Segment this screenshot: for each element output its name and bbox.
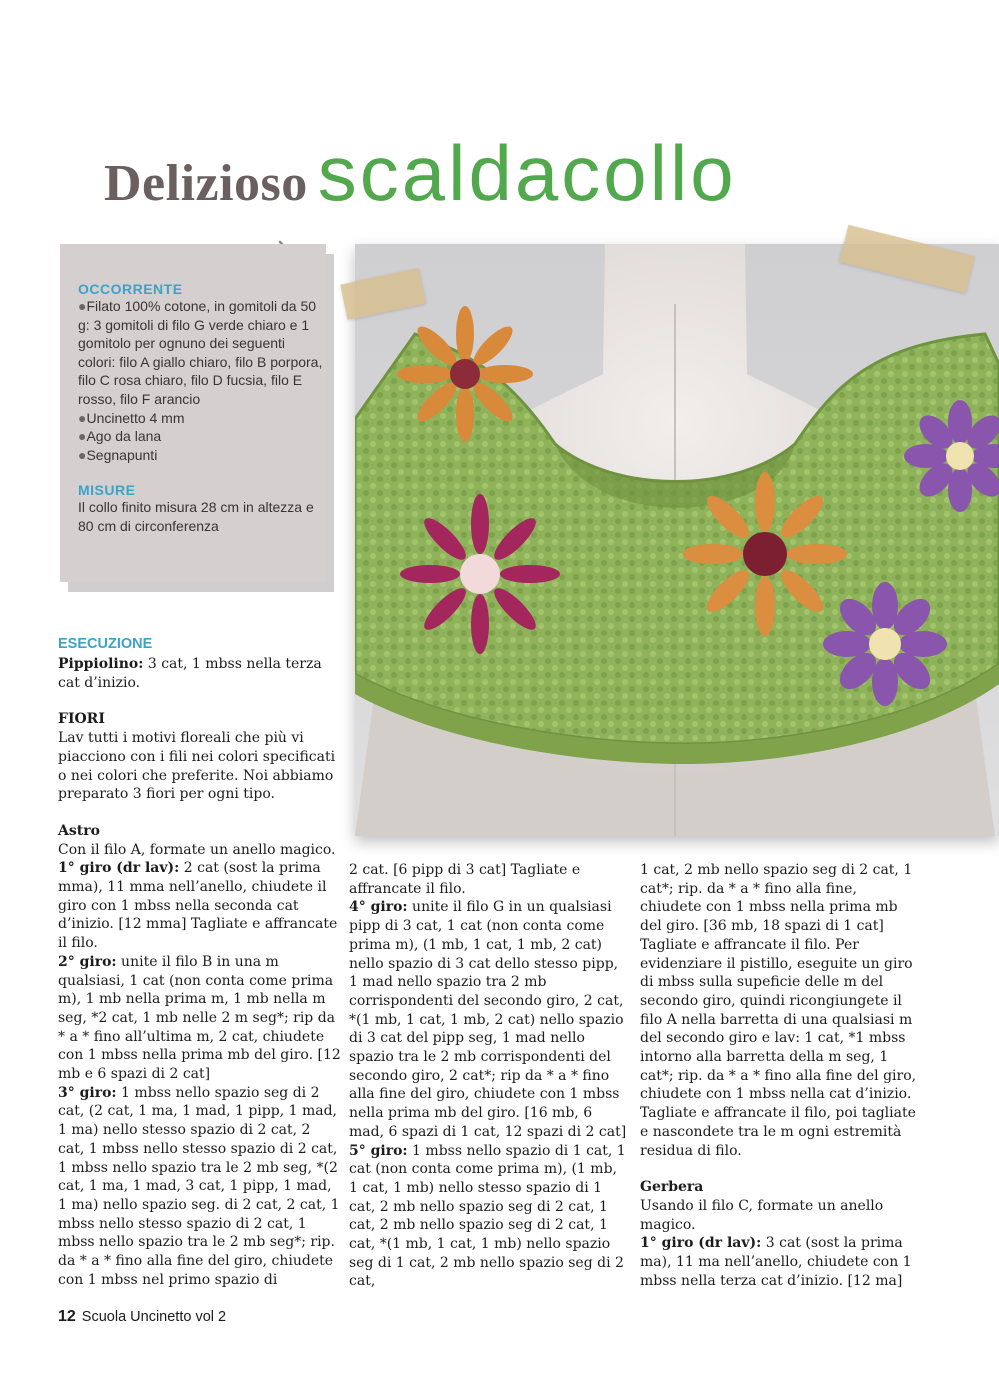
giro4-paragraph: 4° giro: unite il filo G in un qualsiasi pipp di 3 cat, 1 cat (non conta come prima m), (1 mb, 1 cat, 1 mb, 2 cat) nello spazio di 3 cat dello stesso pipp, 1 mad nello spazio tra 2 mb corrispondenti del secondo giro, 2 cat, *(1 mb, 1 cat, 1 mb, 2 cat) nello spazio di 3 cat del pipp seg, 1 mad nello spazio tra le 2 mb corrispondenti del secondo giro, 2 cat*; rip da * a * fino alla fine del giro, chiudete con 1 mbss nella prima mb del giro. [16 mb, 6 mad, 6 spazi di 1 cat, 12 spazi di 2 cat] — [349, 899, 627, 1140]
bullet-icon: ● — [78, 298, 87, 314]
page-footer — [58, 1308, 226, 1326]
astro-heading: Astro — [58, 822, 100, 839]
occorrente-item: ●Ago da lana — [78, 428, 162, 445]
materials-card — [60, 244, 326, 582]
giro5-paragraph: 5° giro: 1 mbss nello spazio di 1 cat, 1 cat (non conta come prima m), (1 mb, 1 cat, 1 mb) nello stesso spazio di 1 cat, 2 mb nello spazio seg di 2 cat, 1 cat, 2 mb nello spazio seg di 2 cat, 1 cat, *(1 mb, 1 cat, 1 mb) nello spazio seg di 1 cat, 2 mb nello spazio seg di 2 cat, — [349, 1142, 626, 1290]
bullet-icon: ● — [78, 409, 87, 426]
occorrente-item: ●Segnapunti — [78, 446, 158, 463]
publication-name: Scuola Uncinetto vol 2 — [81, 1309, 227, 1325]
giro2-paragraph: 2° giro: unite il filo B in una m qualsiasi, 1 cat (non conta come prima m), 1 mb nella prima m, 1 mb nella m seg, *2 cat, 1 mb nelle 2 m seg*; rip da * a * fino all’ultima m, 2 cat, chiudete con 1 mbss nella prima mb del giro. [12 mb e 6 spazi di 2 cat] — [58, 953, 341, 1083]
product-photo — [355, 244, 999, 836]
pippiolino-paragraph: Pippiolino: 3 cat, 1 mbss nella terza cat d’inizio. — [58, 656, 322, 691]
bullet-icon: ● — [78, 428, 87, 445]
title-word-scaldacollo: scaldacollo — [317, 129, 737, 217]
giro5-continuation: 1 cat, 2 mb nello spazio seg di 2 cat, 1 cat*; rip. da * a * fino alla fine, chiudete con 1 mbss nella prima mb del giro. [36 mb, 18 spazi di 1 cat] Tagliate e affrancate il filo. Per evidenziare il pistillo, eseguite un giro di mbss sulla supeficie delle m del secondo giro, quindi ricongiungete il filo A nella barretta di una qualsiasi m del secondo giro e lav: 1 cat, *1 mbss intorno alla barretta della m seg, 1 cat*; rip. da * a * fino alla fine del giro, chiudete con 1 mbss nella cat d’inizio. Tagliate e affrancate il filo, poi tagliate e nascondete tra le m ogni estremità residua di filo. — [640, 862, 917, 1159]
gerbera-heading: Gerbera — [640, 1179, 704, 1196]
astro-intro: Con il filo A, formate un anello magico. — [58, 841, 336, 858]
column-2 — [349, 861, 629, 1291]
misure-text: Il collo finito misura 28 cm in altezza e 80 cm di circonferenza — [78, 499, 314, 534]
bullet-icon: ● — [78, 446, 87, 463]
title-word-delizioso: Delizioso — [104, 155, 308, 212]
crochet-collar-illustration — [355, 244, 999, 836]
page-title — [104, 128, 737, 219]
misure-heading: MISURE — [78, 482, 136, 499]
esecuzione-heading: ESECUZIONE — [58, 636, 153, 652]
column-3 — [640, 861, 922, 1290]
giro1-paragraph: 1° giro (dr lav): 2 cat (sost la prima mma), 11 mma nell’anello, chiudete il giro con 1 mbss nella seconda cat d’inizio. [12 mma] Tagliate e affrancate il filo. — [58, 860, 338, 952]
giro3-paragraph: 3° giro: 1 mbss nello spazio seg di 2 cat, (2 cat, 1 ma, 1 mad, 1 pipp, 1 mad, 1 ma) nello stesso spazio di 2 cat, 2 cat, 1 mbss nello stesso spazio di 2 cat, 1 mbss nello spazio tra le 2 mb seg, *(2 cat, 1 ma, 1 mad, 3 cat, 1 pipp, 1 mad, 1 ma) nello spazio seg. di 2 cat, 2 cat, 1 mbss nello stesso spazio di 2 cat, 1 mbss nello spazio tra le 2 mb seg*; rip. da * a * fino alla fine del giro, chiudete con 1 mbss nel primo spazio di — [58, 1084, 340, 1288]
occorrente-item: ●Filato 100% cotone, in gomitoli da 50 g: 3 gomitoli di filo G verde chiaro e 1 gomitolo per ognuno dei seguenti colori: filo A giallo chiaro, filo B porpora, filo C rosa chiaro, filo D fucsia, filo E rosso, filo F arancio — [78, 298, 323, 407]
occorrente-heading: OCCORRENTE — [78, 281, 183, 297]
occorrente-item: ●Uncinetto 4 mm — [78, 409, 185, 426]
column-1 — [58, 655, 341, 1290]
giro3-continuation: 2 cat. [6 pipp di 3 cat] Tagliate e affrancate il filo. — [349, 862, 581, 897]
gerbera-intro: Usando il filo C, formate un anello magico. — [640, 1197, 884, 1233]
gerbera-giro1-paragraph: 1° giro (dr lav): 3 cat (sost la prima ma), 11 ma nell’anello, chiudete con 1 mbss nella terza cat d’inizio. [12 ma] — [640, 1235, 912, 1289]
fiori-paragraph: Lav tutti i motivi floreali che più vi piacciono con i fili nei colori specificati o nei colori che preferite. Noi abbiamo preparato 3 fiori per ogni tipo. — [58, 730, 336, 803]
fiori-heading: FIORI — [58, 711, 105, 728]
page-number: 12 — [58, 1308, 76, 1325]
